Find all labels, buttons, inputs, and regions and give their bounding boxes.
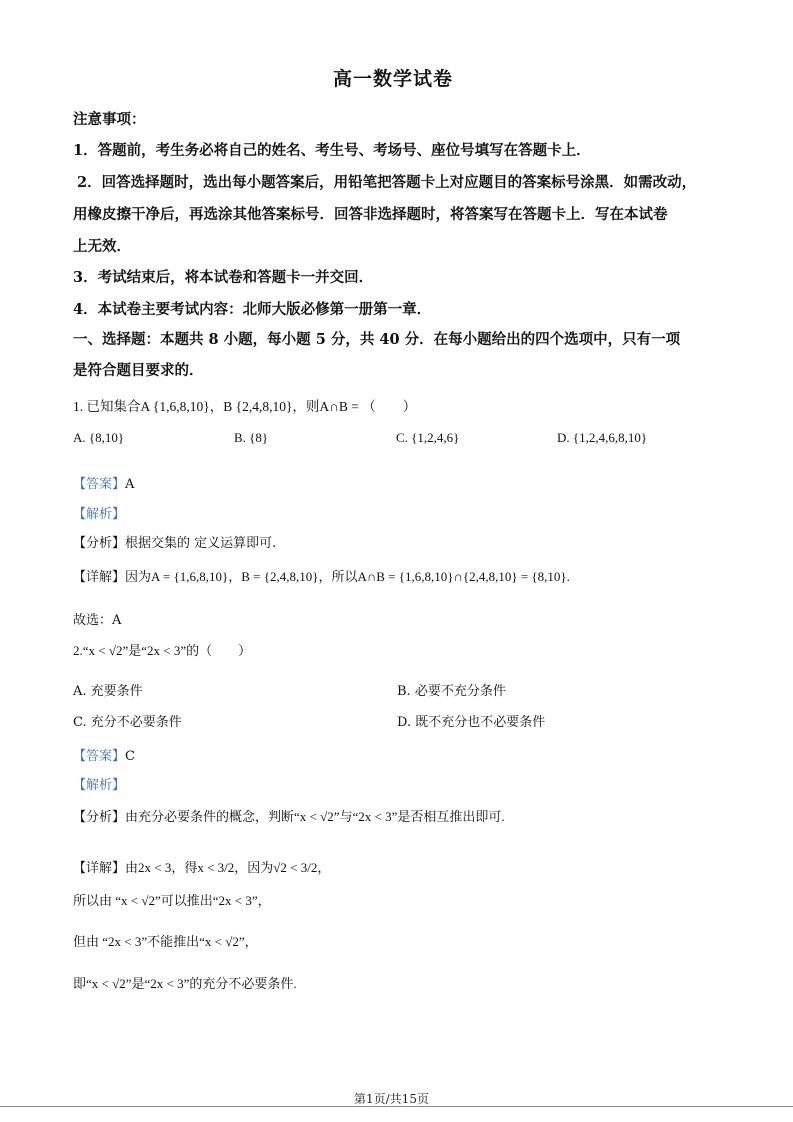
answer-tag: 【答案】: [73, 749, 126, 764]
q1-analysis-tag: 【解析】: [73, 507, 126, 522]
q2-analysis-tag: 【解析】: [73, 778, 126, 793]
q1-detail: 因为A = {1,6,8,10}，B = {2,4,8,10}，所以A∩B = {1,6,8,10}∩{2,4,8,10} = {8,10}.: [125, 569, 570, 584]
q2-answer-row: [73, 745, 135, 764]
q2-option-c: C. 充分不必要条件: [73, 715, 182, 730]
section-1-line-1: 一、选择题：本题共 8 小题，每小题 5 分，共 40 分．在每小题给出的四个选项中，只有一项: [73, 331, 681, 348]
detail-tag: 【详解】: [73, 569, 126, 584]
q2-line-2: 所以由 “x < √2”可以推出“2x < 3”，: [73, 893, 271, 908]
section-1-line-2: 是符合题目要求的．: [73, 362, 204, 379]
q1-conclusion: 故选：A: [73, 613, 122, 628]
q2-fenxi: 由充分必要条件的概念，判断“x < √2”与“2x < 3”是否相互推出即可.: [125, 809, 505, 824]
notice-item-2-line-2: 用橡皮擦干净后，再选涂其他答案标号．回答非选择题时，将答案写在答题卡上．写在本试卷: [73, 206, 668, 223]
q2-line-3: 但由 “2x < 3”不能推出“x < √2”，: [73, 934, 258, 949]
q2-option-b: B. 必要不充分条件: [397, 684, 506, 699]
fenxi-tag: 【分析】: [73, 809, 126, 824]
q1-option-c: C. {1,2,4,6}: [396, 430, 460, 445]
q2-fenxi-row: [73, 806, 505, 825]
q2-detail-row: [73, 857, 330, 876]
q2-answer: C: [125, 749, 135, 764]
q1-option-b: B. {8}: [234, 430, 269, 445]
page-title: 高一数学试卷: [333, 68, 454, 90]
q1-fenxi: 根据交集的 定义运算即可.: [125, 536, 277, 551]
notice-heading: 注意事项：: [73, 111, 146, 128]
q1-stem: 1. 已知集合A {1,6,8,10}，B {2,4,8,10}，则A∩B = （ ）: [73, 399, 417, 414]
q1-option-a: A. {8,10}: [73, 430, 125, 445]
notice-item-4: 4．本试卷主要考试内容：北师大版必修第一册第一章．: [73, 301, 432, 318]
detail-tag: 【详解】: [73, 860, 126, 875]
fenxi-tag: 【分析】: [73, 536, 126, 551]
notice-item-3: 3．考试结束后，将本试卷和答题卡一并交回．: [73, 269, 374, 286]
q2-option-d: D. 既不充分也不必要条件: [397, 715, 546, 730]
q1-option-d: D. {1,2,4,6,8,10}: [557, 430, 648, 445]
q1-detail-row: [73, 566, 570, 585]
q2-line-4: 即“x < √2”是“2x < 3”的充分不必要条件.: [73, 976, 297, 991]
notice-item-1: 1．答题前，考生务必将自己的姓名、考生号、考场号、座位号填写在答题卡上．: [73, 142, 591, 159]
q1-answer-row: [73, 473, 134, 492]
q1-answer: A: [125, 477, 135, 492]
q2-option-a: A. 充要条件: [73, 684, 143, 699]
q2-detail: 由2x < 3，得x < 3/2，因为√2 < 3/2，: [125, 860, 331, 875]
answer-tag: 【答案】: [73, 477, 126, 492]
notice-item-2-line-3: 上无效．: [73, 238, 131, 255]
q1-fenxi-row: [73, 532, 276, 551]
page-footer: 第1页/共15页: [354, 1092, 429, 1106]
notice-item-2-line-1: 2．回答选择题时，选出每小题答案后，用铅笔把答题卡上对应题目的答案标号涂黑．如需改动，: [77, 174, 697, 191]
q2-stem: 2.“x < √2”是“2x < 3”的（ ）: [73, 643, 252, 658]
